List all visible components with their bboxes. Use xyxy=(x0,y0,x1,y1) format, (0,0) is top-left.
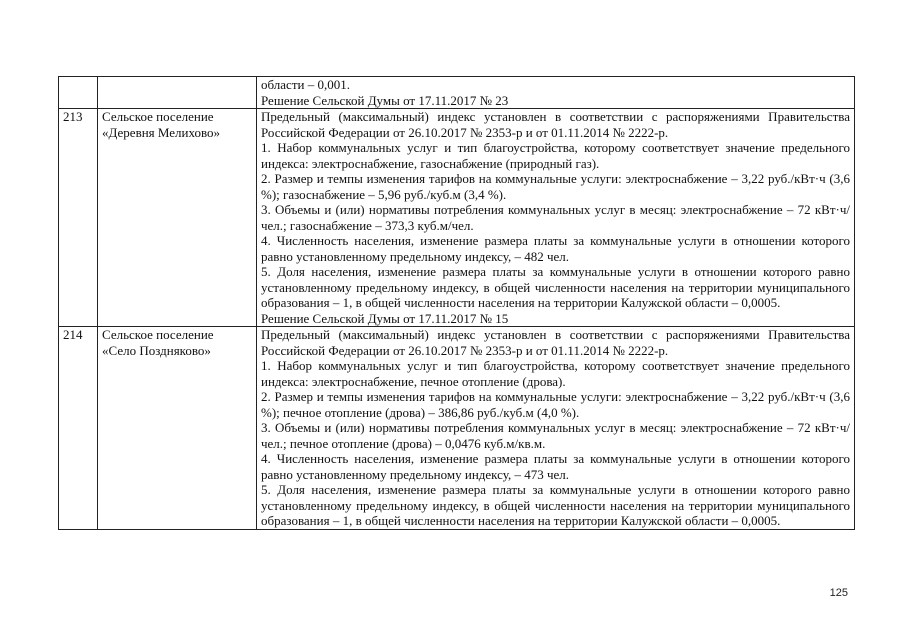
settlement-name xyxy=(98,327,257,530)
paragraph: 1. Набор коммунальных услуг и тип благоустройства, которому соответствует значение предельного индекса: электроснабжение, газоснабжение (природный газ). xyxy=(261,140,850,171)
paragraph: Предельный (максимальный) индекс установлен в соответствии с распоряжениями Правительства Российской Федерации от 26.10.2017 № 2353-р и от 01.11.2014 № 2222-р. xyxy=(261,109,850,140)
row-number xyxy=(59,77,98,109)
paragraph: 3. Объемы и (или) нормативы потребления коммунальных услуг в месяц: электроснабжение – 72 кВт·ч/чел.; печное отопление (дрова) – 0,0476 куб.м/кв.м. xyxy=(261,420,850,451)
paragraph: 5. Доля населения, изменение размера платы за коммунальные услуги в отношении которого равно установленному предельному индексу, в общей численности населения на территории муниципального образования – 1, в общей численности населения на территории Калужской области – 0,0005. xyxy=(261,264,850,310)
settlement-name xyxy=(98,109,257,327)
table-row xyxy=(59,109,855,327)
decision-reference: Решение Сельской Думы от 17.11.2017 № 15 xyxy=(261,310,509,326)
table-row xyxy=(59,77,855,109)
paragraph: 2. Размер и темпы изменения тарифов на коммунальные услуги: электроснабжение – 3,22 руб./кВт·ч (3,6 %); газоснабжение – 5,96 руб./куб.м (3,4 %). xyxy=(261,171,850,202)
index-description xyxy=(257,327,855,530)
index-description xyxy=(257,77,855,109)
paragraph: 3. Объемы и (или) нормативы потребления коммунальных услуг в месяц: электроснабжение – 72 кВт·ч/чел.; газоснабжение – 373,3 куб.м/чел. xyxy=(261,202,850,233)
settlement-title: «Деревня Мелихово» xyxy=(102,124,221,140)
settlement-name xyxy=(98,77,257,109)
table-row xyxy=(59,327,855,530)
index-description xyxy=(257,109,855,327)
paragraph: Предельный (максимальный) индекс установлен в соответствии с распоряжениями Правительства Российской Федерации от 26.10.2017 № 2353-р и от 01.11.2014 № 2222-р. xyxy=(261,327,850,358)
paragraph: 4. Численность населения, изменение размера платы за коммунальные услуги в отношении которого равно установленному предельному индексу, – 482 чел. xyxy=(261,233,850,264)
settlement-type: Сельское поселение xyxy=(102,109,214,124)
settlement-title: «Село Поздняково» xyxy=(102,342,211,358)
page-number: 125 xyxy=(829,587,848,599)
decision-reference: Решение Сельской Думы от 17.11.2017 № 23 xyxy=(261,92,509,108)
municipality-table xyxy=(58,76,855,530)
settlement-type: Сельское поселение xyxy=(102,327,214,342)
row-number: 214 xyxy=(59,327,98,530)
paragraph: области – 0,001. xyxy=(261,77,350,92)
paragraph: 4. Численность населения, изменение размера платы за коммунальные услуги в отношении которого равно установленному предельному индексу, – 473 чел. xyxy=(261,451,850,482)
row-number: 213 xyxy=(59,109,98,327)
paragraph: 1. Набор коммунальных услуг и тип благоустройства, которому соответствует значение предельного индекса: электроснабжение, печное отопление (дрова). xyxy=(261,358,850,389)
paragraph: 5. Доля населения, изменение размера платы за коммунальные услуги в отношении которого равно установленному предельному индексу, в общей численности населения на территории муниципального образования – 1, в общей численности населения на территории Калужской области – 0,0005. xyxy=(261,482,850,528)
paragraph: 2. Размер и темпы изменения тарифов на коммунальные услуги: электроснабжение – 3,22 руб./кВт·ч (3,6 %); печное отопление (дрова) – 386,86 руб./куб.м (4,0 %). xyxy=(261,389,850,420)
